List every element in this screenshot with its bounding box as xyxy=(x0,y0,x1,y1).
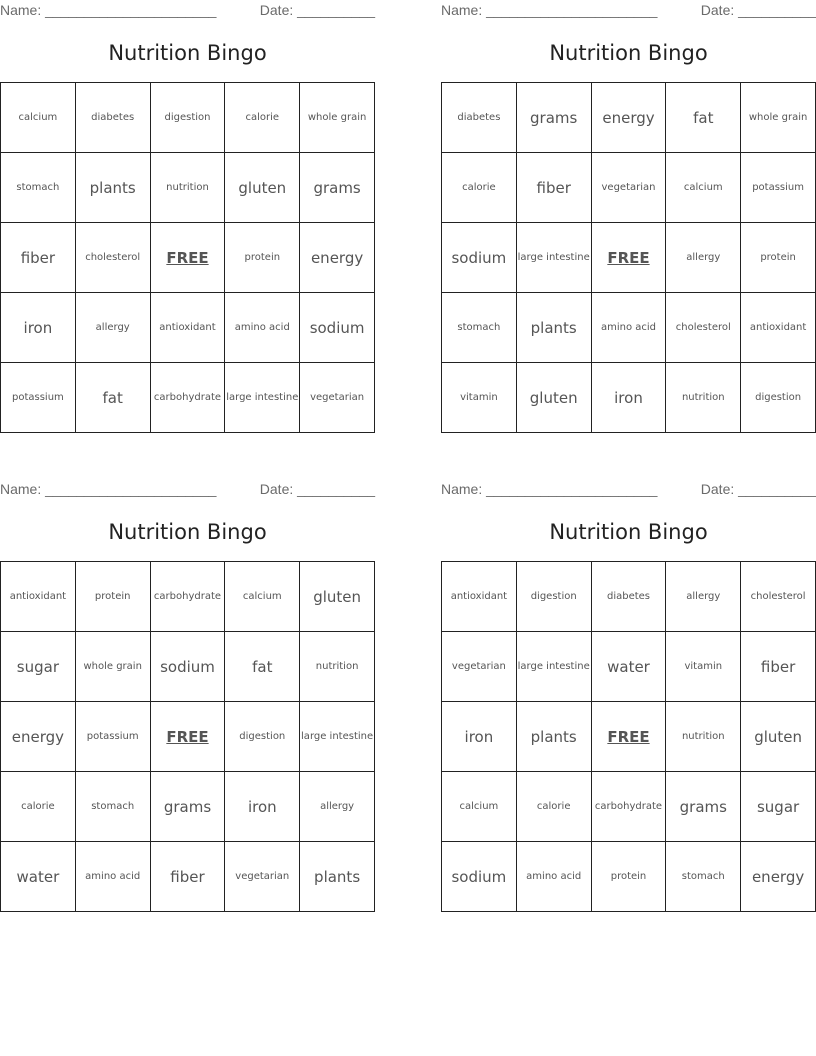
bingo-cell: iron xyxy=(1,293,76,363)
bingo-cell: grams xyxy=(151,772,226,842)
date-field-label: Date: __________ xyxy=(700,2,816,18)
bingo-cell: fiber xyxy=(741,632,816,702)
bingo-cell: sugar xyxy=(741,772,816,842)
card-title: Nutrition Bingo xyxy=(108,520,267,544)
bingo-cell: digestion xyxy=(741,363,816,433)
bingo-cell: calcium xyxy=(225,562,300,632)
bingo-cell: energy xyxy=(1,702,76,772)
bingo-cell: iron xyxy=(225,772,300,842)
date-field-label: Date: __________ xyxy=(700,481,816,497)
bingo-cell: cholesterol xyxy=(741,562,816,632)
bingo-cell: fat xyxy=(666,83,741,153)
bingo-cell: vegetarian xyxy=(300,363,375,433)
bingo-cell: large intestine xyxy=(300,702,375,772)
bingo-cell: plants xyxy=(517,702,592,772)
bingo-cell: nutrition xyxy=(151,153,226,223)
bingo-cell: diabetes xyxy=(442,83,517,153)
bingo-cell: allergy xyxy=(666,223,741,293)
bingo-card-1 xyxy=(0,0,375,436)
bingo-cell: amino acid xyxy=(592,293,667,363)
free-space-cell: FREE xyxy=(151,702,226,772)
bingo-cell: cholesterol xyxy=(666,293,741,363)
card-title: Nutrition Bingo xyxy=(549,520,708,544)
name-field-label: Name: ______________________ xyxy=(441,481,658,497)
bingo-cell: nutrition xyxy=(300,632,375,702)
bingo-cell: antioxidant xyxy=(741,293,816,363)
bingo-cell: allergy xyxy=(76,293,151,363)
bingo-cell: gluten xyxy=(225,153,300,223)
bingo-cell: stomach xyxy=(1,153,76,223)
bingo-cell: grams xyxy=(517,83,592,153)
bingo-cell: carbohydrate xyxy=(151,562,226,632)
bingo-cell: large intestine xyxy=(517,223,592,293)
free-space-cell: FREE xyxy=(592,702,667,772)
bingo-cell: protein xyxy=(592,842,667,912)
bingo-cell: water xyxy=(592,632,667,702)
bingo-cell: diabetes xyxy=(592,562,667,632)
bingo-cell: stomach xyxy=(76,772,151,842)
name-field-label: Name: ______________________ xyxy=(0,481,217,497)
bingo-cell: protein xyxy=(741,223,816,293)
name-field-label: Name: ______________________ xyxy=(0,2,217,18)
date-field-label: Date: __________ xyxy=(259,481,375,497)
bingo-cell: calorie xyxy=(442,153,517,223)
bingo-cell: calorie xyxy=(225,83,300,153)
bingo-cell: vegetarian xyxy=(442,632,517,702)
bingo-cell: amino acid xyxy=(76,842,151,912)
bingo-cell: gluten xyxy=(300,562,375,632)
bingo-cell: allergy xyxy=(300,772,375,842)
bingo-cell: grams xyxy=(300,153,375,223)
bingo-cell: amino acid xyxy=(517,842,592,912)
bingo-cell: digestion xyxy=(225,702,300,772)
bingo-cell: antioxidant xyxy=(442,562,517,632)
name-date-row xyxy=(0,2,375,22)
bingo-cell: sodium xyxy=(300,293,375,363)
bingo-grid xyxy=(0,82,375,433)
bingo-cell: sodium xyxy=(442,842,517,912)
bingo-cell: calorie xyxy=(517,772,592,842)
bingo-cell: plants xyxy=(76,153,151,223)
bingo-cell: sugar xyxy=(1,632,76,702)
bingo-cell: vitamin xyxy=(442,363,517,433)
bingo-cell: sodium xyxy=(151,632,226,702)
bingo-cell: energy xyxy=(300,223,375,293)
date-field-label: Date: __________ xyxy=(259,2,375,18)
bingo-cell: digestion xyxy=(517,562,592,632)
bingo-cell: large intestine xyxy=(517,632,592,702)
bingo-cell: whole grain xyxy=(741,83,816,153)
bingo-cell: potassium xyxy=(76,702,151,772)
bingo-card-4 xyxy=(441,479,816,915)
bingo-cell: plants xyxy=(300,842,375,912)
bingo-grid xyxy=(441,561,816,912)
bingo-cell: nutrition xyxy=(666,363,741,433)
free-space-cell: FREE xyxy=(151,223,226,293)
bingo-cell: gluten xyxy=(517,363,592,433)
bingo-cell: energy xyxy=(592,83,667,153)
bingo-cell: water xyxy=(1,842,76,912)
bingo-cell: stomach xyxy=(442,293,517,363)
bingo-cell: vegetarian xyxy=(592,153,667,223)
bingo-cell: energy xyxy=(741,842,816,912)
name-date-row xyxy=(0,481,375,501)
bingo-cell: allergy xyxy=(666,562,741,632)
bingo-grid xyxy=(441,82,816,433)
bingo-cell: fiber xyxy=(151,842,226,912)
bingo-cell: nutrition xyxy=(666,702,741,772)
bingo-cell: calcium xyxy=(666,153,741,223)
bingo-cell: calcium xyxy=(1,83,76,153)
bingo-cell: fiber xyxy=(517,153,592,223)
bingo-cell: potassium xyxy=(741,153,816,223)
name-field-label: Name: ______________________ xyxy=(441,2,658,18)
card-title: Nutrition Bingo xyxy=(549,41,708,65)
bingo-cell: antioxidant xyxy=(1,562,76,632)
name-date-row xyxy=(441,2,816,22)
bingo-cell: gluten xyxy=(741,702,816,772)
bingo-cell: whole grain xyxy=(300,83,375,153)
bingo-cell: cholesterol xyxy=(76,223,151,293)
bingo-card-2 xyxy=(441,0,816,436)
bingo-cell: potassium xyxy=(1,363,76,433)
bingo-cell: fat xyxy=(76,363,151,433)
bingo-cell: stomach xyxy=(666,842,741,912)
bingo-cell: carbohydrate xyxy=(592,772,667,842)
bingo-cell: whole grain xyxy=(76,632,151,702)
bingo-cell: fiber xyxy=(1,223,76,293)
bingo-card-3 xyxy=(0,479,375,915)
bingo-cell: vitamin xyxy=(666,632,741,702)
bingo-cell: vegetarian xyxy=(225,842,300,912)
bingo-cell: large intestine xyxy=(225,363,300,433)
bingo-cell: iron xyxy=(442,702,517,772)
bingo-cell: grams xyxy=(666,772,741,842)
bingo-cell: amino acid xyxy=(225,293,300,363)
card-title: Nutrition Bingo xyxy=(108,41,267,65)
bingo-cell: digestion xyxy=(151,83,226,153)
bingo-cell: calcium xyxy=(442,772,517,842)
bingo-cell: calorie xyxy=(1,772,76,842)
bingo-cell: fat xyxy=(225,632,300,702)
bingo-cell: plants xyxy=(517,293,592,363)
bingo-cell: carbohydrate xyxy=(151,363,226,433)
bingo-cell: diabetes xyxy=(76,83,151,153)
bingo-grid xyxy=(0,561,375,912)
free-space-cell: FREE xyxy=(592,223,667,293)
bingo-cell: protein xyxy=(225,223,300,293)
bingo-cell: antioxidant xyxy=(151,293,226,363)
bingo-cell: iron xyxy=(592,363,667,433)
name-date-row xyxy=(441,481,816,501)
bingo-cell: sodium xyxy=(442,223,517,293)
bingo-cell: protein xyxy=(76,562,151,632)
